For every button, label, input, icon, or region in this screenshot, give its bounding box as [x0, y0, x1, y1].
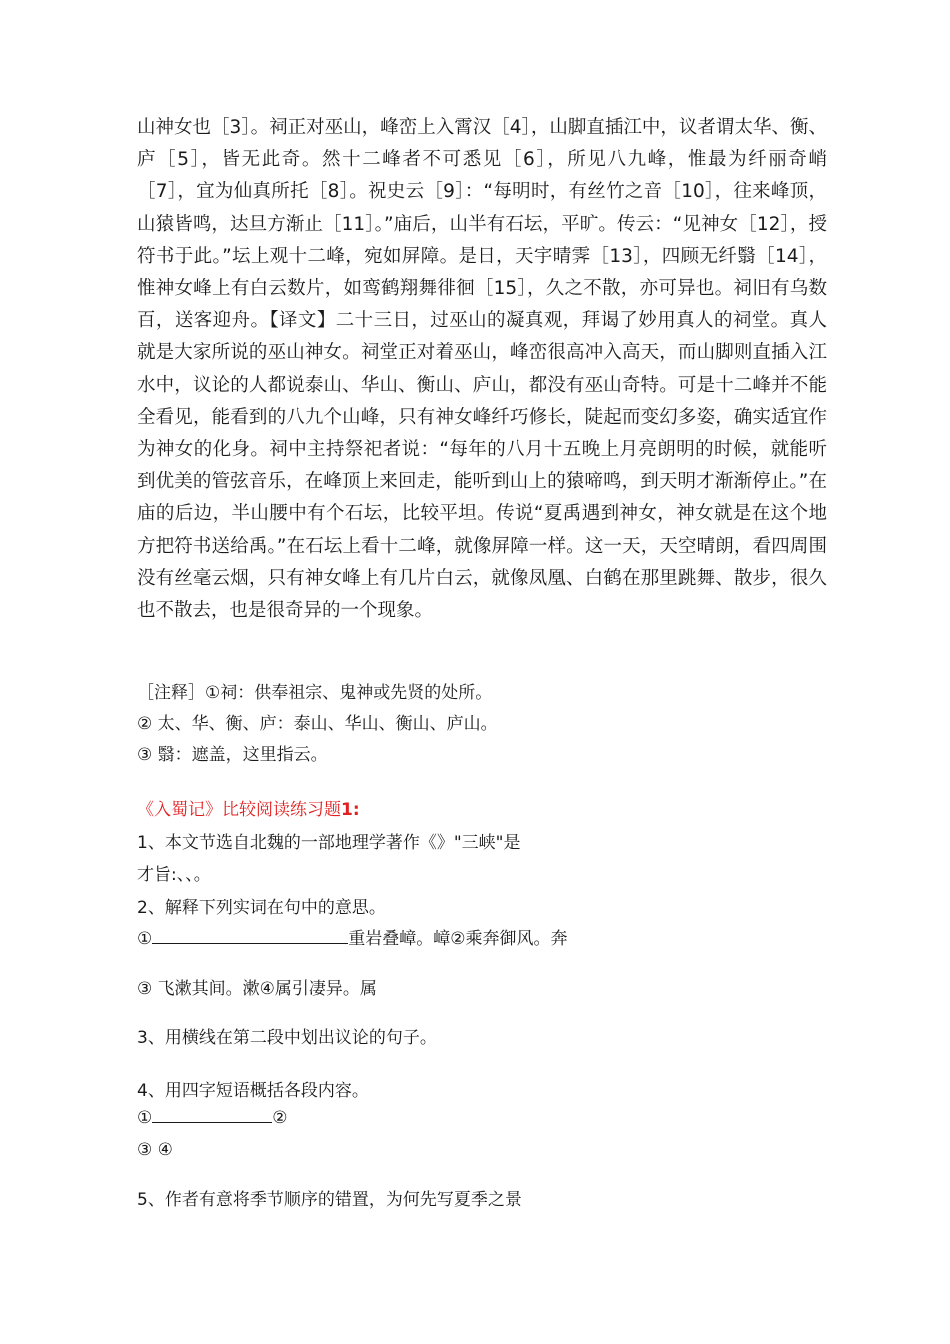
question-5: 5、作者有意将季节顺序的错置，为何先写夏季之景 — [137, 1190, 522, 1210]
marker-circled-1: ① — [137, 1108, 153, 1128]
marker-circled-1: ① — [137, 929, 153, 949]
note-line: ② 太、华、衡、庐：泰山、华山、衡山、庐山。 — [137, 714, 498, 734]
question-1-line-a: 1、本文节选自北魏的一部地理学著作《》"三峡"是 — [137, 833, 521, 853]
answer-blank[interactable] — [152, 942, 348, 944]
exercise-title-number: 1: — [341, 800, 360, 820]
marker-circled-2: ② — [272, 1108, 288, 1128]
question-1-line-b: 才旨:、、。 — [137, 865, 211, 885]
question-2: 2、解释下列实词在句中的意思。 — [137, 898, 386, 918]
main-paragraph: 山神女也［3］。祠正对巫山，峰峦上入霄汉［4］，山脚直插江中，议者谓太华、衡、庐［5］，皆无此奇。然十二峰者不可悉见［6］，所见八九峰，惟最为纤丽奇峭［7］，宜为仙真所托［8］。祝史云［9］：“每明时，有丝竹之音［10］，往来峰顶，山猿皆鸣，达旦方渐止［11］。”庙后，山半有石坛，平旷。传云：“见神女［12］，授符书于此。”坛上观十二峰，宛如屏障。是日，天宇晴霁［13］，四顾无纤翳［14］，惟神女峰上有白云数片，如鸾鹤翔舞徘徊［15］，久之不散，亦可异也。祠旧有乌数百，送客迎舟。【译文】二十三日，过巫山的凝真观，拜谒了妙用真人的祠堂。真人就是大家所说的巫山神女。祠堂正对着巫山，峰峦很高冲入高天，而山脚则直插入江水中，议论的人都说泰山、华山、衡山、庐山，都没有巫山奇特。可是十二峰并不能全看见，能看到的八九个山峰，只有神女峰纤巧修长，陡起而变幻多姿，确实适宜作为神女的化身。祠中主持祭祀者说：“每年的八月十五晚上月亮朗明的时候，就能听到优美的管弦音乐，在峰顶上来回走，能听到山上的猿啼鸣，到天明才渐渐停止。”在庙的后边，半山腰中有个石坛，比较平坦。传说“夏禹遇到神女，神女就是在这个地方把符书送给禹。”在石坛上看十二峰，就像屏障一样。这一天，天空晴朗，看四周围没有丝毫云烟，只有神女峰上有几片白云，就像凤凰、白鹤在那里跳舞、散步，很久也不散去，也是很奇异的一个现象。 — [137, 117, 827, 622]
question-2-line-2: ③ 飞漱其间。漱④属引凄异。属 — [137, 979, 377, 999]
annotation-notes — [137, 678, 827, 771]
note-line: ③ 翳：遮盖，这里指云。 — [137, 745, 328, 765]
answer-blank[interactable] — [152, 1121, 272, 1123]
note-line: ［注释］①祠：供奉祖宗、鬼神或先贤的处所。 — [137, 683, 493, 703]
question-4-line-1 — [137, 1108, 827, 1128]
main-text-block — [137, 112, 827, 627]
exercise-title — [137, 795, 827, 820]
question-2-line-1 — [137, 924, 827, 949]
exercise-title-text: 《入蜀记》比较阅读练习题 — [137, 800, 341, 820]
question-2-line-1-text: 重岩叠嶂。嶂②乘奔御风。奔 — [348, 929, 568, 949]
question-3: 3、用横线在第二段中划出议论的句子。 — [137, 1028, 437, 1048]
question-4: 4、用四字短语概括各段内容。 — [137, 1081, 369, 1101]
question-4-line-2: ③ ④ — [137, 1140, 173, 1160]
